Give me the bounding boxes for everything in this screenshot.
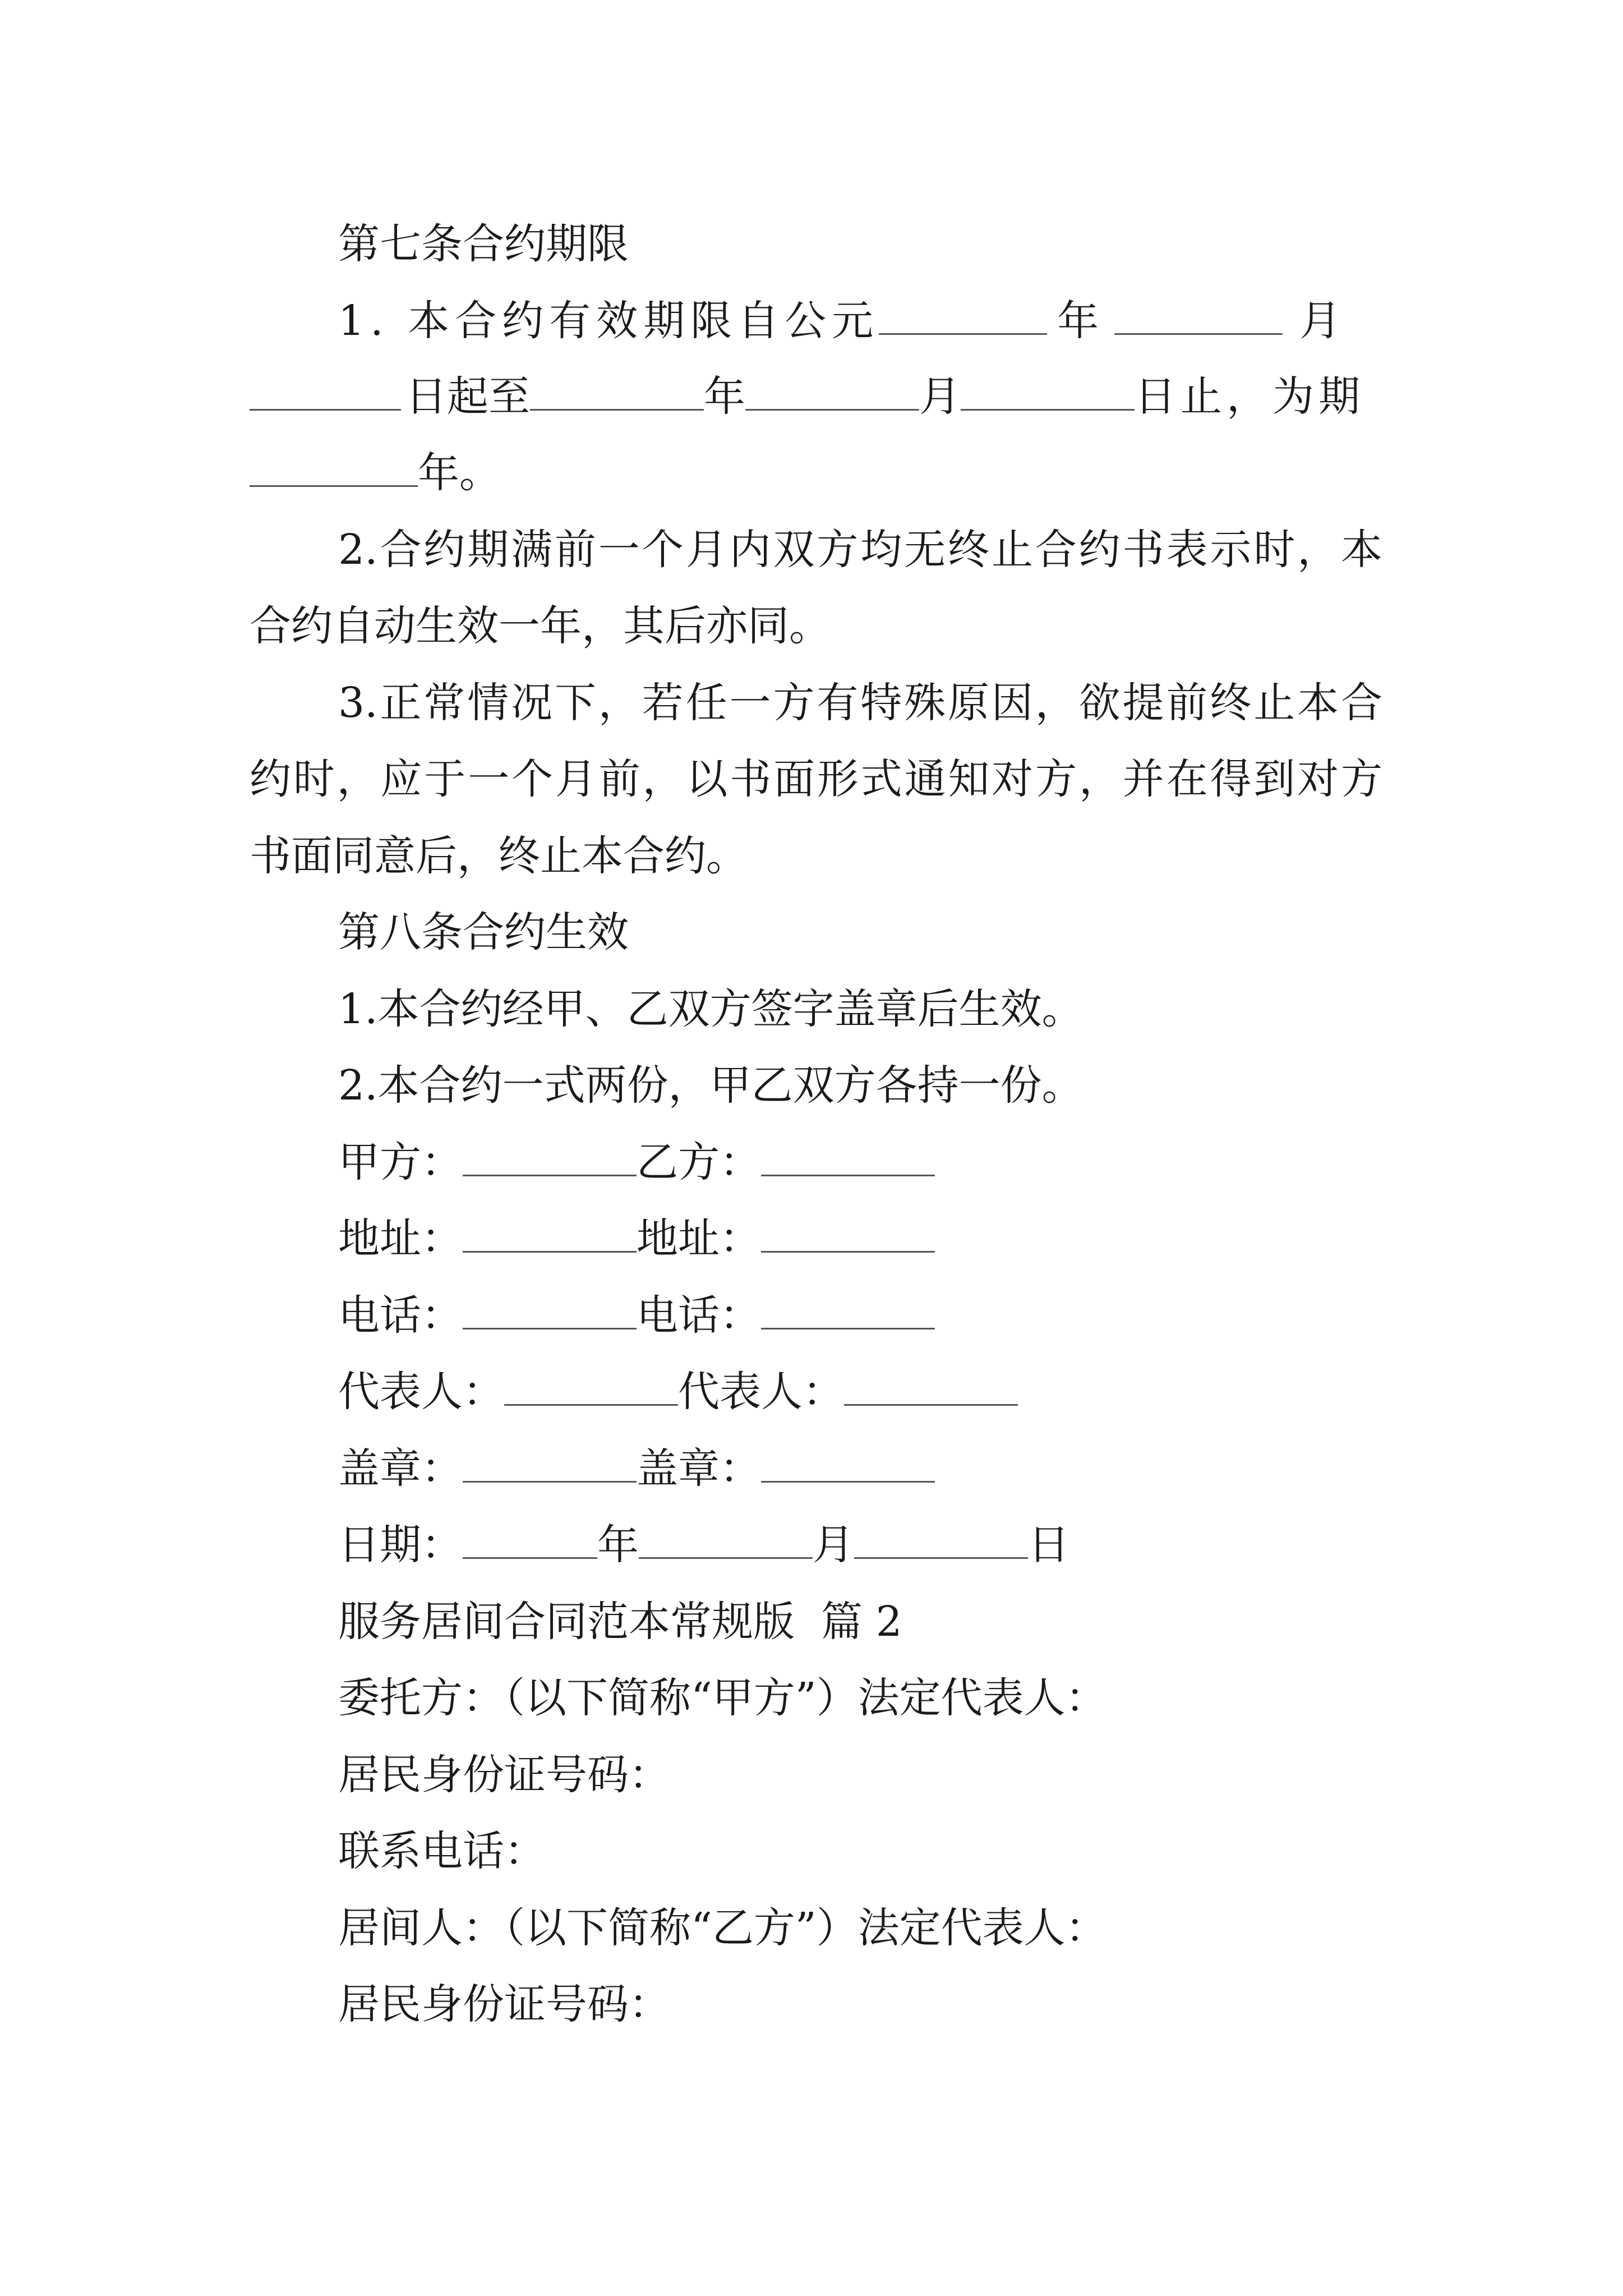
article-8-title: 第八条合约生效 <box>338 908 629 956</box>
blank-end-month <box>745 374 919 411</box>
article-7-clause-2-line-2: 合约自动生效一年，其后亦同。 <box>250 602 831 650</box>
phone-b-label: 电话： <box>637 1291 761 1340</box>
date-day-blank <box>854 1522 1028 1559</box>
date-year-blank <box>463 1522 597 1559</box>
blank-start-day <box>250 374 401 411</box>
article-7-clause-3-line-2: 约时，应于一个月前，以书面形式通知对方，并在得到对方 <box>250 755 1382 803</box>
end-year-label: 年 <box>704 372 745 421</box>
date-day-label: 日 <box>1028 1521 1069 1569</box>
blank-start-month <box>1114 298 1283 335</box>
blank-end-day <box>961 374 1135 411</box>
article-7-clause-1-line-2 <box>250 369 1382 425</box>
client-id-line: 居民身份证号码： <box>338 1751 670 1799</box>
party-a-blank <box>463 1140 637 1176</box>
blank-start-year <box>879 298 1047 335</box>
signature-row-date <box>338 1517 1471 1573</box>
party-b-label: 乙方： <box>637 1138 761 1186</box>
article-7-clause-3-line-1: 3.正常情况下，若任一方有特殊原因，欲提前终止本合 <box>338 679 1382 727</box>
signature-row-seal <box>338 1441 1471 1497</box>
phone-b-blank <box>761 1293 935 1329</box>
phone-a-label: 电话： <box>338 1291 463 1340</box>
blank-term-years <box>250 450 418 487</box>
article-7-clause-1-line-1 <box>338 293 1382 349</box>
date-year-label: 年 <box>597 1521 639 1569</box>
from-day-label: 日起至 <box>405 372 530 421</box>
article-7-title: 第七条合约期限 <box>338 220 629 268</box>
date-month-blank <box>639 1522 813 1559</box>
rep-b-blank <box>844 1369 1018 1406</box>
year-label: 年 <box>1057 297 1105 345</box>
seal-b-blank <box>761 1446 935 1483</box>
address-b-label: 地址： <box>637 1214 761 1263</box>
client-line: 委托方：（以下简称“甲方”）法定代表人： <box>338 1674 1107 1722</box>
article-7-clause-2-line-1: 2.合约期满前一个月内双方均无终止合约书表示时，本 <box>338 526 1382 574</box>
address-a-label: 地址： <box>338 1214 463 1263</box>
date-month-label: 月 <box>813 1521 854 1569</box>
date-label: 日期： <box>338 1521 463 1569</box>
blank-end-year <box>530 374 704 411</box>
rep-a-blank <box>504 1369 678 1406</box>
article-8-clause-1: 1.本合约经甲、乙双方签字盖章后生效。 <box>338 985 1083 1033</box>
signature-row-address <box>338 1211 1471 1267</box>
clause-1-text: 1. 本合约有效期限自公元 <box>338 297 879 345</box>
broker-id-line: 居民身份证号码： <box>338 1980 670 2028</box>
rep-a-label: 代表人： <box>338 1368 504 1416</box>
party-a-label: 甲方： <box>338 1138 463 1186</box>
signature-row-phone <box>338 1287 1471 1343</box>
article-7-clause-1-line-3 <box>250 445 1382 501</box>
rep-b-label: 代表人： <box>678 1368 844 1416</box>
month-label: 月 <box>1299 297 1347 345</box>
section-2-title: 服务居间合同范本常规版 篇 2 <box>338 1598 902 1646</box>
broker-line: 居间人：（以下简称“乙方”）法定代表人： <box>338 1904 1107 1952</box>
term-years-label: 年。 <box>418 449 501 497</box>
end-month-label: 月 <box>919 372 961 421</box>
address-b-blank <box>761 1216 935 1253</box>
article-8-clause-2: 2.本合约一式两份，甲乙双方各持一份。 <box>338 1061 1083 1110</box>
seal-a-label: 盖章： <box>338 1444 463 1493</box>
article-7-clause-3-line-3: 书面同意后，终止本合约。 <box>250 832 748 880</box>
phone-a-blank <box>463 1293 637 1329</box>
end-day-label: 日止，为期 <box>1135 372 1364 421</box>
contact-phone-line: 联系电话： <box>338 1827 546 1875</box>
signature-row-representative <box>338 1364 1471 1420</box>
address-a-blank <box>463 1216 637 1253</box>
seal-b-label: 盖章： <box>637 1444 761 1493</box>
seal-a-blank <box>463 1446 637 1483</box>
party-b-blank <box>761 1140 935 1176</box>
signature-row-parties <box>338 1134 1471 1190</box>
